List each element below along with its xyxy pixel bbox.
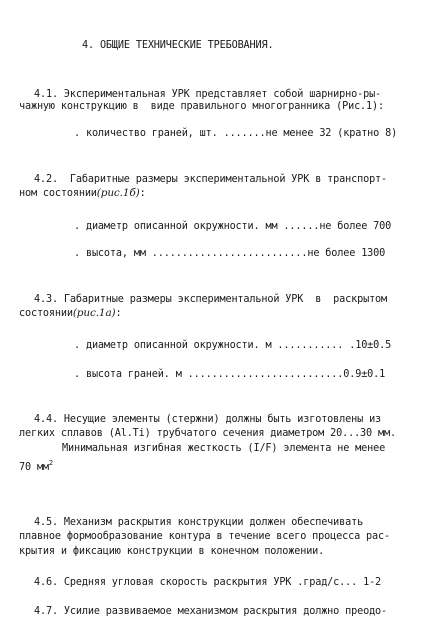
- handwritten-figure-ref: (рис.1а): [72, 307, 116, 319]
- squared-superscript: 2: [48, 459, 53, 467]
- section-title: 4. ОБЩИЕ ТЕХНИЧЕСКИЕ ТРЕБОВАНИЯ.: [82, 40, 274, 51]
- paragraph-4-5-line-2: плавное формообразование контура в течение всего процесса рас-: [19, 531, 390, 542]
- paragraph-4-1-line-1: 4.1. Экспериментальная УРК представляет собой шарнирно-ры-: [34, 89, 382, 100]
- paragraph-4-4-line-1: 4.4. Несущие элементы (стержни) должны быть изготовлены из: [34, 414, 382, 425]
- paragraph-4-2-line-1: 4.2. Габаритные размеры экспериментальной УРК в транспорт-: [34, 174, 388, 185]
- transport-diameter-item: . диаметр описанной окружности. мм ......не более 700: [74, 221, 392, 232]
- colon: :: [139, 188, 146, 199]
- paragraph-4-3-line-2: [19, 307, 121, 320]
- paragraph-4-4-line-2: легких сплавов (Al.Ti) трубчатого сечения диаметром 20...30 мм.: [19, 428, 396, 439]
- paragraph-4-5-line-3: крытия и фиксацию конструкции в конечном положении.: [19, 546, 325, 557]
- paragraph-4-3-line-1: 4.3. Габаритные размеры экспериментальной УРК в раскрытом: [34, 294, 388, 305]
- deployed-diameter-item: . диаметр описанной окружности. м ........... .10±0.5: [74, 340, 392, 351]
- paragraph-4-4-line-4: [19, 457, 53, 474]
- paragraph-4-6-line-1: 4.6. Средняя угловая скорость раскрытия УРК .град/с... 1-2: [34, 577, 382, 588]
- paragraph-4-5-line-1: 4.5. Механизм раскрытия конструкции должен обеспечивать: [34, 517, 364, 528]
- deployed-height-item: . высота граней. м ..........................0.9±0.1: [74, 369, 386, 380]
- paragraph-4-1-line-2: чажную конструкцию в виде правильного многогранника (Рис.1):: [19, 101, 384, 112]
- paragraph-4-2-line-2: [19, 187, 146, 200]
- paragraph-4-7-line-1: 4.7. Усилие развиваемое механизмом раскрытия должно преодо-: [34, 606, 388, 617]
- faces-count-item: . количество граней, шт. .......не менее 32 (кратно 8): [74, 128, 398, 139]
- transport-height-item: . высота, мм ..........................не более 1300: [74, 248, 386, 259]
- min-stiffness-value: 70 мм: [19, 462, 49, 473]
- deployed-state-label: состоянии: [19, 308, 73, 319]
- colon: :: [115, 308, 122, 319]
- transport-state-label: ном состоянии: [19, 188, 97, 199]
- handwritten-figure-ref: (рис.1б): [96, 187, 140, 199]
- paragraph-4-4-line-3: Минимальная изгибная жесткость (I/F) элемента не менее: [62, 443, 386, 454]
